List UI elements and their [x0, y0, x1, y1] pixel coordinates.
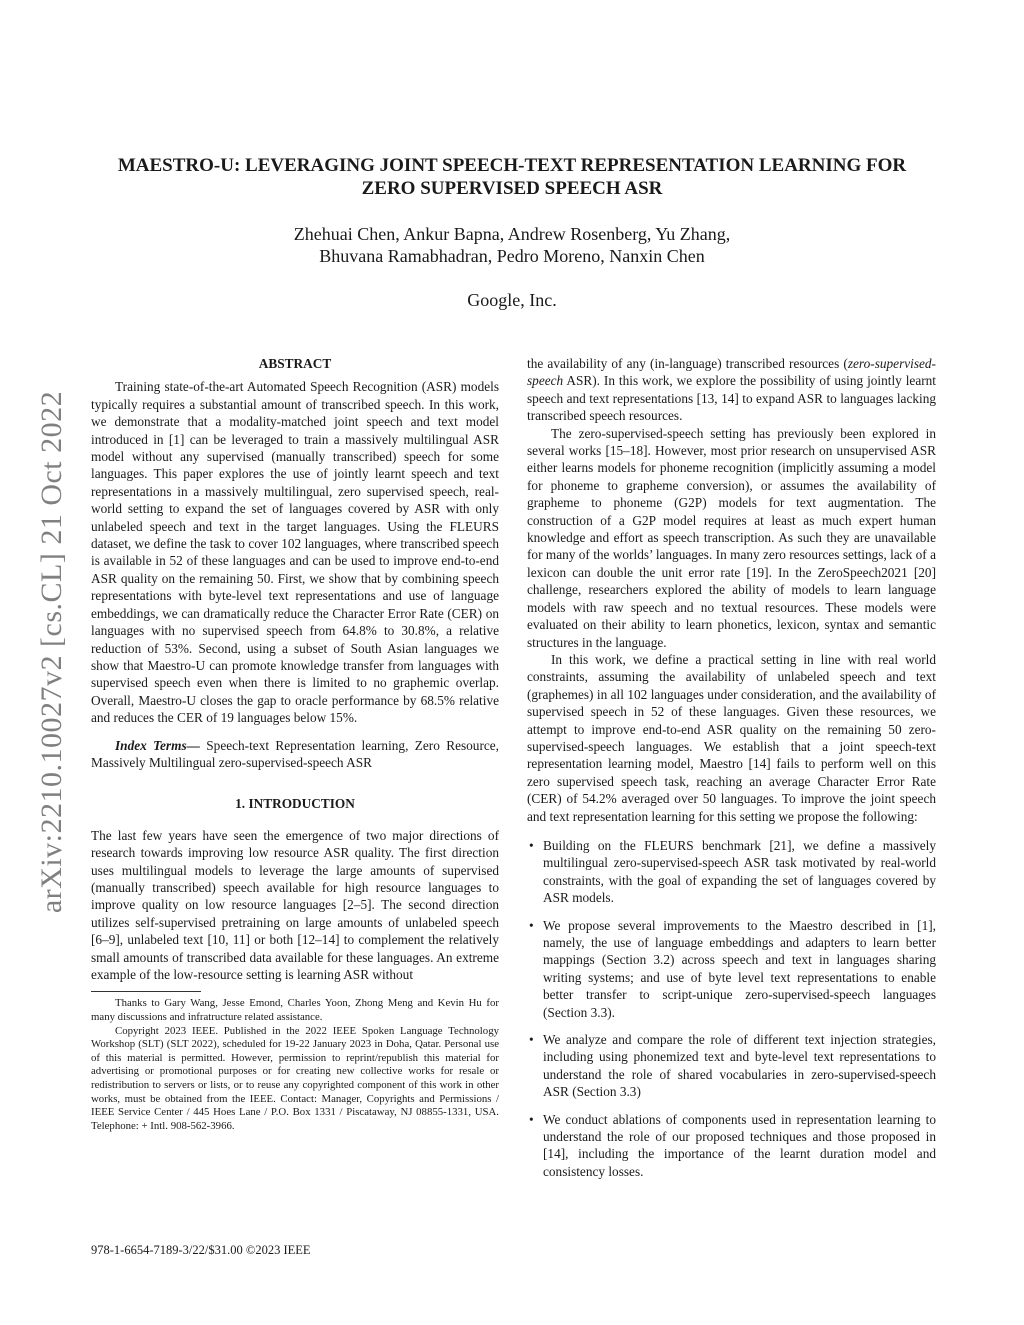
introduction-paragraph-1-continued [527, 355, 936, 425]
list-item: • Building on the FLEURS benchmark [21], we define a massively multilingual zero-supervised-speech ASR task motivated by real-world constraints, with the goal of expanding the set of languages covered by ASR models. [527, 837, 936, 907]
paper-title [90, 154, 934, 200]
list-item: • We conduct ablations of components used in representation learning to understand the role of our proposed techniques and those proposed in [14], including the importance of the learnt duration model and consistency losses. [527, 1111, 936, 1181]
footnote-thanks: Thanks to Gary Wang, Jesse Emond, Charles Yoon, Zhong Meng and Kevin Hu for many discussions and infratructure related assistance. [91, 997, 499, 1023]
affiliation: Google, Inc. [467, 290, 557, 310]
author-list [90, 223, 934, 267]
index-terms [91, 737, 499, 772]
list-item: • We analyze and compare the role of different text injection strategies, including using phonemized text and byte-level text representations to understand the role of shared vocabularies in zero-supervised-speech ASR (Section 3.3) [527, 1031, 936, 1101]
index-terms-text: Speech-text Representation learning, Zero Resource, Massively Multilingual zero-supervised-speech ASR [91, 737, 499, 770]
left-column [91, 355, 499, 1133]
list-item: • We propose several improvements to the Maestro described in [1], namely, the use of language embeddings and adapters to learn better mappings (Section 3.2) across speech and text in languages sharing writing systems; and use of byte level text representations to enable better transfer to script-unique zero-supervised-speech languages (Section 3.3). [527, 917, 936, 1021]
introduction-paragraph-3: In this work, we define a practical setting in line with real world constraints, assuming the availability of unlabeled speech and text (graphemes) in all 102 languages under consideration, and the availability of supervised speech in 52 of these languages. Given these resources, we attempt to improve end-to-end ASR quality on the remaining 50 zero-supervised-speech languages. We establish that a joint speech-text representation learning model, Maestro [14] fails to perform well on this zero supervised speech task, reaching an average Character Error Rate (CER) of 54.2% averaged over 50 languages. To improve the joint speech and text representation learning for this setting we propose the following: [527, 651, 936, 824]
footnote-copyright: Copyright 2023 IEEE. Published in the 2022 IEEE Spoken Language Technology Workshop (SLT) (SLT 2022), scheduled for 19-22 January 2023 in Doha, Qatar. Personal use of this material is permitted. However, permission to reprint/republish this material for advertising or promotional purposes or for creating new collective works for resale or redistribution to servers or lists, or to reuse any copyrighted component of this work in other works, must be obtained from the IEEE. Contact: Manager, Copyrights and Permissions / IEEE Service Center / 445 Hoes Lane / P.O. Box 1331 / Piscataway, NJ 08855-1331, USA. Telephone: + Intl. 908-562-3966. [91, 1024, 499, 1132]
authors-line-1: Zhehuai Chen, Ankur Bapna, Andrew Rosenberg, Yu Zhang, [293, 224, 731, 244]
p1-emphasis: zero-supervised-speech [527, 356, 936, 389]
arxiv-side-stamp: arXiv:2210.10027v2 [cs.CL] 21 Oct 2022 [35, 390, 68, 914]
footnote-divider [91, 991, 201, 992]
right-column [527, 355, 936, 1190]
abstract-heading: ABSTRACT [258, 356, 332, 371]
p1-text-b: ASR). In this work, we explore the possibility of using jointly learnt speech and text representations [13, 14] to expand ASR to languages lacking transcribed speech resources. [527, 373, 936, 424]
abstract-text: Training state-of-the-art Automated Speech Recognition (ASR) models typically requires a substantial amount of transcribed speech. In this work, we demonstrate that a modality-matched joint speech and text model introduced in [1] can be leveraged to train a massively multilingual ASR model without any supervised (manually transcribed) speech for some languages. This paper explores the use of jointly learnt speech and text representations in a massively multilingual, zero supervised speech, real-world setting to expand the set of languages covered by ASR with only unlabeled speech and text in the target languages. Using the FLEURS dataset, we define the task to cover 102 languages, where transcribed speech is available in 52 of these languages and can be used to improve end-to-end ASR quality on the remaining 50. First, we show that by combining speech representations with byte-level text representations and use of language embeddings, we can dramatically reduce the Character Error Rate (CER) on languages with no supervised speech from 64.8% to 30.8%, a relative reduction of 53%. Second, using a subset of South Asian languages we show that Maestro-U can promote knowledge transfer from languages with supervised speech even when there is limited to no graphemic overlap. Overall, Maestro-U closes the gap to oracle performance by 68.5% relative and reduces the CER of 19 languages below 15%. [91, 379, 499, 726]
authors-line-2: Bhuvana Ramabhadran, Pedro Moreno, Nanxin Chen [319, 246, 705, 266]
introduction-paragraph-2: The zero-supervised-speech setting has previously been explored in several works [15–18]. However, most prior research on unsupervised ASR either learns models for phoneme recognition (implicitly assuming a model for phoneme to grapheme conversion), or assumes the availability of grapheme to phoneme (G2P) models for text augmentation. The construction of a G2P model requires at least as much expert human knowledge and effort as speech transcription. As such they are unavailable for many of the worlds’ languages. In many zero resources settings, lack of a lexicon can double the unit error rate [19]. In the ZeroSpeech2021 [20] challenge, researchers explored the ability of models to learn language models with raw speech and no textual resources. These models were evaluated on their ability to learn phonetics, lexicon, syntax and semantic structures in the language. [527, 425, 936, 650]
title-line-1: MAESTRO-U: LEVERAGING JOINT SPEECH-TEXT REPRESENTATION LEARNING FOR [117, 155, 907, 176]
page-footer-isbn: 978-1-6654-7189-3/22/$31.00 ©2023 IEEE [91, 1243, 311, 1257]
introduction-heading: 1. INTRODUCTION [235, 796, 355, 812]
title-line-2: ZERO SUPERVISED SPEECH ASR [361, 178, 663, 199]
index-terms-label: Index Terms— [115, 737, 200, 753]
paper-header [90, 154, 934, 311]
footnotes [91, 997, 499, 1133]
contributions-list [527, 837, 936, 1180]
p1-text-a: the availability of any (in-language) transcribed resources ( [527, 356, 848, 371]
introduction-paragraph-1: The last few years have seen the emergence of two major directions of research towards improving low resource ASR quality. The first direction uses multilingual models to leverage the large amounts of supervised (manually transcribed) speech available for high resource languages to improve quality on low resource languages [2–5]. The second direction utilizes self-supervised pretraining on large amounts of unlabeled speech [6–9], unlabeled text [10, 11] or both [12–14] to complement the relatively small amounts of transcribed data available for these languages. An extreme example of the low-resource setting is learning ASR without [91, 827, 499, 982]
